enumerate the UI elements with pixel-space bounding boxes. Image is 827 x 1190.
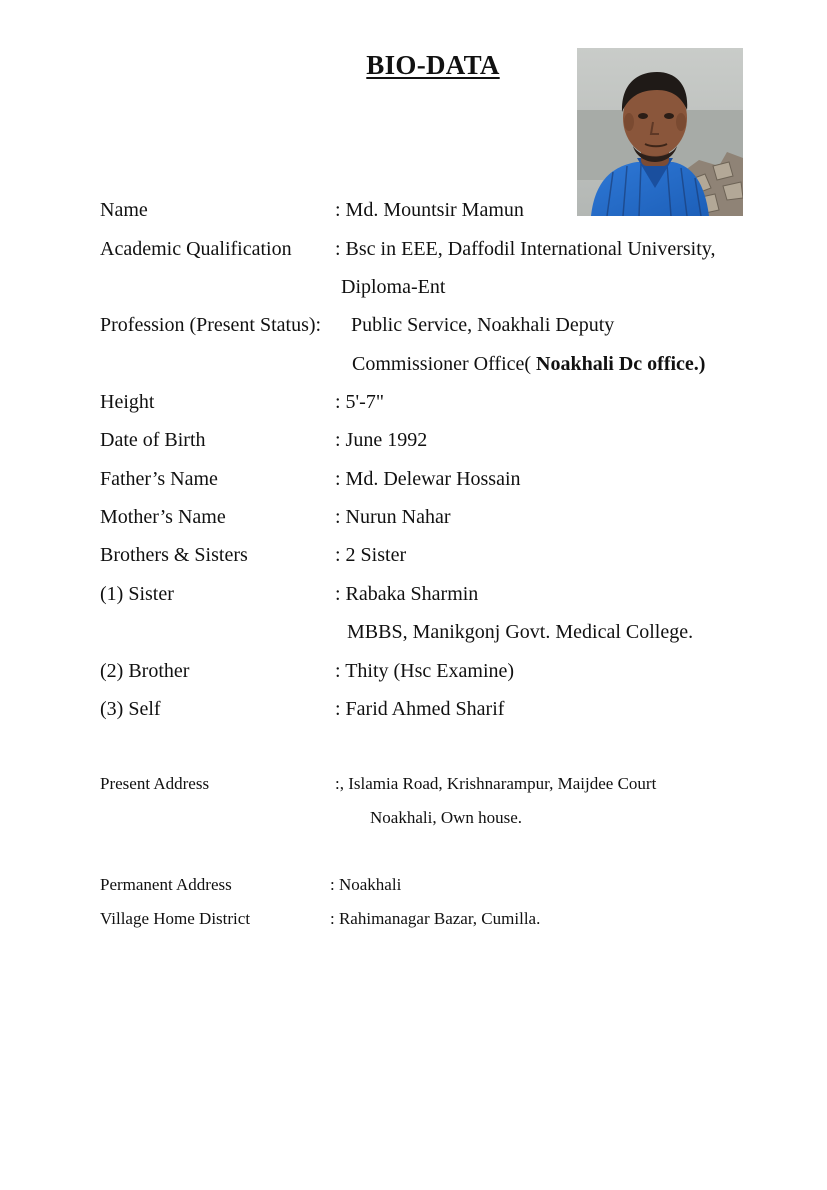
sister-value-line2: MBBS, Manikgonj Govt. Medical College. (347, 621, 694, 643)
permanent-address-value: : Noakhali (330, 875, 402, 894)
sister-label: (1) Sister (100, 583, 174, 605)
father-label: Father’s Name (100, 468, 218, 490)
mother-value: : Nurun Nahar (335, 506, 451, 528)
academic-label: Academic Qualification (100, 238, 292, 260)
self-value: : Farid Ahmed Sharif (335, 698, 505, 720)
village-label: Village Home District (100, 909, 251, 928)
siblings-label: Brothers & Sisters (100, 544, 248, 566)
academic-value: : Bsc in EEE, Daffodil International University, (335, 238, 716, 260)
brother-label: (2) Brother (100, 660, 190, 682)
height-value: : 5'-7" (335, 391, 384, 413)
profession-office-bold: Noakhali Dc office.) (536, 353, 706, 375)
academic-value-line2: Diploma-Ent (341, 276, 446, 298)
permanent-address-label: Permanent Address (100, 875, 232, 894)
dob-value: : June 1992 (335, 429, 428, 451)
father-value: : Md. Delewar Hossain (335, 468, 521, 490)
mother-label: Mother’s Name (100, 506, 226, 528)
village-value: : Rahimanagar Bazar, Cumilla. (330, 909, 541, 928)
profile-photo (577, 48, 743, 216)
name-label: Name (100, 199, 148, 221)
brother-value: : Thity (Hsc Examine) (335, 660, 515, 682)
sister-value: : Rabaka Sharmin (335, 583, 479, 605)
document-title: BIO-DATA (366, 50, 500, 80)
profession-label: Profession (Present Status): (100, 314, 322, 336)
profession-value-line2 (352, 352, 705, 376)
present-address-value-line2: Noakhali, Own house. (370, 808, 523, 827)
height-label: Height (100, 391, 155, 413)
self-label: (3) Self (100, 698, 161, 720)
dob-label: Date of Birth (100, 429, 206, 451)
profession-office: Commissioner Office( (352, 353, 532, 375)
name-value: : Md. Mountsir Mamun (335, 199, 524, 221)
present-address-value: :, Islamia Road, Krishnarampur, Maijdee Court (335, 774, 657, 793)
profession-value: Public Service, Noakhali Deputy (351, 314, 615, 336)
present-address-label: Present Address (100, 774, 210, 793)
siblings-value: : 2 Sister (335, 544, 407, 566)
